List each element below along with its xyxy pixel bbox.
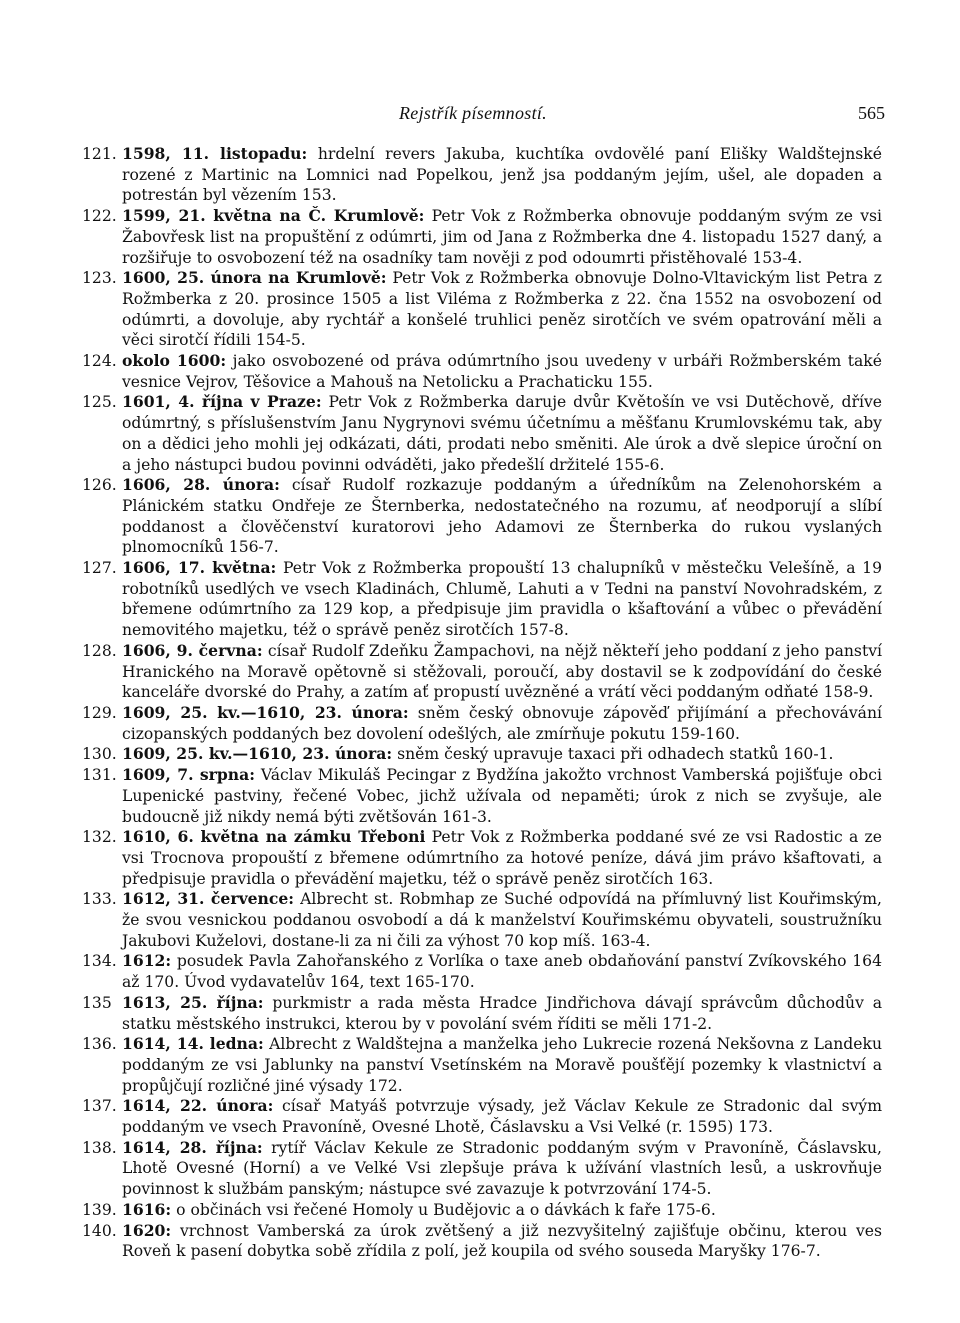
entry-date: 1614, 22. února: xyxy=(122,1096,274,1116)
register-entries xyxy=(82,144,882,1262)
entry-date: 1609, 7. srpna: xyxy=(122,765,255,785)
entry-body: Albrecht st. Robmhap ze Suché odpovídá na přímluvný list Kouřimským, že svou vesnickou poddanou osvobodí a dá k manželství Kouřimskému obyvateli, soustružníku Jakubovi Kuželovi, dostane-li za ni čili za výhost 70 kop míš. 163-4. xyxy=(122,890,882,950)
entry-date: 1614, 14. ledna: xyxy=(122,1034,264,1054)
entry-number: 137. xyxy=(82,1097,117,1116)
entry-date: 1614, 28. října: xyxy=(122,1137,263,1157)
register-entry xyxy=(82,1034,882,1096)
entry-text xyxy=(122,268,882,351)
running-header-title: Rejstřík písemností. xyxy=(399,103,547,123)
register-entry xyxy=(82,351,882,392)
entry-text xyxy=(122,641,882,703)
entry-date: 1606, 17. května: xyxy=(122,558,277,578)
entry-date: 1598, 11. listopadu: xyxy=(122,144,308,163)
entry-body: Petr Vok z Rožmberka propouští 13 chalupníků v městečku Velešíně, a 19 robotníků usedlých ve vsech Kladinách, Chlumě, Lahuti a v Tedni na panství Novohradském, z břemene odúmrtního za 129 kop, a předpisuje jim pravidla o kšaftování a vůbec o převádění nemovitého majetku, též o správě peněz sirotčích 157-8. xyxy=(122,559,882,640)
entry-body: rytíř Václav Kekule ze Stradonic poddaným svým v Pravoníně, Čáslavsku, Lhotě Ovesné (Horní) a ve Velké Vsi zlepšuje práva k užívání vlastních lesů, a uskrovňuje povinnost k službám panským; nástupce své zavazuje k potvrzování 174-5. xyxy=(122,1138,883,1199)
entry-number: 133. xyxy=(82,890,117,909)
entry-number: 127. xyxy=(82,559,117,578)
entry-number: 131. xyxy=(82,766,117,785)
entry-date: 1601, 4. října v Praze: xyxy=(122,392,322,412)
register-entry xyxy=(82,144,882,206)
register-entry xyxy=(82,1200,882,1221)
register-entry xyxy=(82,703,882,744)
entry-text xyxy=(122,951,882,992)
entry-text xyxy=(122,744,882,765)
entry-body: vrchnost Vamberská za úrok zvětšený a již nezvyšitelný zajišťuje občinu, kterou ves Roveň k pasení dobytka sobě zřídila z polí, jež koupila od svého souseda Maryšky 176-7. xyxy=(122,1221,882,1261)
entry-text xyxy=(122,1096,882,1137)
register-entry xyxy=(82,765,882,827)
entry-number: 125. xyxy=(82,393,117,412)
entry-date: 1609, 25. kv.—1610, 23. února: xyxy=(122,702,409,722)
entry-body: sněm český upravuje taxaci při odhadech statků 160-1. xyxy=(392,745,834,764)
entry-number: 126. xyxy=(82,476,117,495)
register-entry xyxy=(82,889,882,951)
entry-number: 134. xyxy=(82,952,117,971)
entry-text xyxy=(122,703,882,744)
register-entry xyxy=(82,1096,882,1137)
entry-body: purkmistr a rada města Hradce Jindřichova dávají správcům důchodův a statku městského instrukci, kterou by v povolání svém říditi se měli 171-2. xyxy=(122,993,882,1033)
entry-text xyxy=(122,351,882,392)
entry-body: Petr Vok z Rožmberka poddané své ze vsi Radostic a ze vsi Trocnova propouští z břemene odúmrtního za hotové peníze, dává jim právo kšaftovati, a předpisuje pravidla o převádění majetku, též o správě peněz sirotčích 163. xyxy=(122,828,882,888)
entry-text xyxy=(122,993,882,1034)
entry-body: jako osvobozené od práva odúmrtního jsou uvedeny v urbáři Rožmberském také vesnice Vejrov, Těšovice a Mahouš na Netolicku a Prachaticku 155. xyxy=(122,352,882,391)
entry-text xyxy=(122,475,882,558)
entry-number: 139. xyxy=(82,1200,117,1219)
entry-text xyxy=(122,392,882,475)
register-entry xyxy=(82,744,882,765)
entry-date: 1609, 25. kv.—1610, 23. února: xyxy=(122,744,393,764)
entry-body: Petr Vok z Rožmberka daruje dvůr Květošín ve vsi Dutěchově, dříve odúmrtný, s příslušenstvím Janu Nygrynovi svému účetnímu a měšťanu Krumlovskému tak, aby on a dědici jeho mohli jej odkázati, dáti, prodati nebo směniti. Ale úrok a dvě slepice úroční on a jeho nástupci budou povinni odváděti, jako předešlí držitelé 155-6. xyxy=(122,393,882,474)
register-entry xyxy=(82,1221,882,1262)
entry-text xyxy=(122,1138,882,1200)
register-entry xyxy=(82,827,882,889)
entry-text xyxy=(122,889,882,951)
entry-number: 123. xyxy=(82,269,117,288)
entry-date: 1620: xyxy=(122,1220,172,1240)
entry-number: 132. xyxy=(82,828,117,847)
entry-body: o občinách vsi řečené Homoly u Budějovic a o dávkách k faře 175-6. xyxy=(171,1200,716,1219)
entry-text xyxy=(122,765,882,827)
entry-text xyxy=(122,206,882,268)
entry-text xyxy=(122,827,882,889)
page-number: 565 xyxy=(858,103,885,123)
entry-text xyxy=(122,1221,882,1262)
entry-number: 136. xyxy=(82,1035,117,1054)
entry-number: 140. xyxy=(82,1221,117,1240)
entry-date: 1606, 28. února: xyxy=(122,475,280,495)
register-entry xyxy=(82,475,882,558)
entry-text xyxy=(122,1034,882,1096)
entry-text xyxy=(122,1200,882,1221)
entry-body: císař Rudolf Zdeňku Žampachovi, na nějž někteří jeho poddaní z jeho panství Hranického na Moravě opětovně si stěžovali, poroučí, aby dostavil se k zodpovídání do české kanceláře dvorské do Prahy, a zatím ať propustí uvězněné a vrátí věci poddaným odňaté 158-9. xyxy=(122,641,883,702)
register-entry xyxy=(82,392,882,475)
entry-number: 138. xyxy=(82,1138,117,1157)
entry-date: 1612: xyxy=(122,951,172,971)
register-entry xyxy=(82,993,882,1034)
entry-body: Petr Vok z Rožmberka obnovuje poddaným svým ze vsi Žabovřesk list na propuštění z odúmrti, jim od Jana z Rožmberka dne 4. listopadu 1527 daný, a rozšiřuje to osvobození též na osadníky tam nověji z pod odoumrti přistěhovalé 153-4. xyxy=(122,207,882,267)
entry-body: Albrecht z Waldštejna a manželka jeho Lukrecie rozená Nekšovna z Landeku poddaným ze vsi Jablunky na panství Vsetínském na Moravě poušťějí pozemky k vlastnictví a propůjčují rozličné jiné výsady 172. xyxy=(122,1035,883,1095)
entry-number: 130. xyxy=(82,745,117,764)
register-entry xyxy=(82,641,882,703)
entry-number: 135 xyxy=(82,993,112,1012)
entry-number: 128. xyxy=(82,641,117,660)
entry-text xyxy=(122,144,882,206)
register-entry xyxy=(82,558,882,641)
register-entry xyxy=(82,951,882,992)
entry-date: 1610, 6. května na zámku Třeboni xyxy=(122,827,426,847)
register-entry xyxy=(82,1138,882,1200)
entry-date: 1612, 31. července: xyxy=(122,889,295,909)
entry-date: 1600, 25. února na Krumlově: xyxy=(122,268,387,288)
entry-body: hrdelní revers Jakuba, kuchtíka ovdovělé paní Elišky Waldštejnské rozené z Martinic na Lomnici nad Popelkou, jenž jsa poddaným jejím, ušel, ale dopaden a potrestán byl vězením 153. xyxy=(122,145,882,205)
entry-date: okolo 1600: xyxy=(122,351,227,371)
entry-body: císař Matyáš potvrzuje výsady, jež Václav Kekule ze Stradonic dal svým poddaným ve vsech Pravoníně, Ovesné Lhotě, Čáslavsku a Vsi Velké (r. 1595) 173. xyxy=(122,1097,882,1137)
entry-date: 1606, 9. června: xyxy=(122,640,263,660)
entry-number: 124. xyxy=(82,352,117,371)
entry-number: 122. xyxy=(82,207,117,226)
entry-date: 1613, 25. října: xyxy=(122,992,264,1012)
entry-body: posudek Pavla Zahořanského z Vorlíka o taxe aneb obdaňování panství Zvíkovského 164 až 170. Úvod vydavatelův 164, text 165-170. xyxy=(122,952,882,992)
entry-date: 1616: xyxy=(122,1199,172,1219)
entry-number: 121. xyxy=(82,145,117,163)
entry-number: 129. xyxy=(82,703,117,722)
register-entry xyxy=(82,268,882,351)
entry-body: Petr Vok z Rožmberka obnovuje Dolno-Vltavickým list Petra z Rožmberka z 20. prosince 1505 a list Viléma z Rožmberka z 22. čna 1552 na osvobození od odúmrti, a dovoluje, aby rychtář a konšelé truhlici peněz sirotčích ve svém opatrování měli a věci sirotčí řídili 154-5. xyxy=(122,269,882,350)
entry-text xyxy=(122,558,882,641)
entry-date: 1599, 21. května na Č. Krumlově: xyxy=(122,206,425,226)
entry-body: císař Rudolf rozkazuje poddaným a úředníkům na Zelenohorském a Plánickém statku Ondřeje ze Šternberka, nedostatečného na rozumu, ať neodporují a slíbí poddanost a člověčenství kuratorovi jeho Adamovi ze Šternberka do rukou vyslaných plnomocníků 156-7. xyxy=(122,476,882,557)
entry-body: sněm český obnovuje zápověď přijímání a přechovávání cizopanských poddaných bez dovolení odešlých, ale zmírňuje pokutu 159-160. xyxy=(122,703,882,743)
entry-body: Václav Mikuláš Pecingar z Bydžína jakožto vrchnost Vamberská pojišťuje obci Lupenické pastviny, řečené Vobec, jichž užívala od nepaměti; úrok z nich se zvyšuje, ale budoucně již nikdy nemá býti zvětšován 161-3. xyxy=(122,766,882,826)
register-entry xyxy=(82,206,882,268)
